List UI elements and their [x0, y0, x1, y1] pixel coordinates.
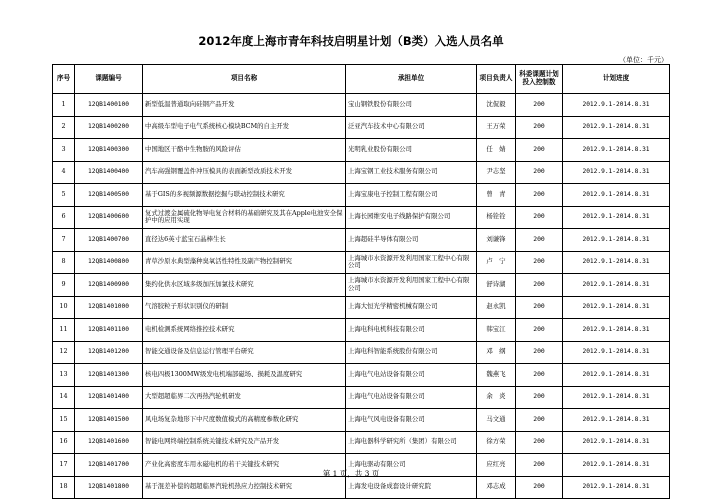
organization: 上海电气电站设备有限公司 [346, 364, 477, 387]
project-code: 12QB1400500 [75, 184, 143, 207]
project-name: 基于混差补偿的超超临界汽轮机热应力控制技术研究 [143, 476, 346, 499]
organization: 上海电气风电设备有限公司 [346, 409, 477, 432]
table-row [53, 94, 670, 117]
table-row [53, 296, 670, 319]
project-leader: 邓 纲 [477, 341, 516, 364]
budget-amount: 200 [516, 386, 563, 409]
project-leader: 卢 宁 [477, 251, 516, 274]
project-code: 12QB1400900 [75, 274, 143, 297]
row-number: 12 [53, 341, 75, 364]
schedule: 2012.9.1-2014.8.31 [563, 274, 670, 297]
budget-amount: 200 [516, 431, 563, 454]
organization: 上海电气电站设备有限公司 [346, 386, 477, 409]
table-row [53, 319, 670, 342]
row-number: 8 [53, 251, 75, 274]
table-row [53, 341, 670, 364]
project-code: 12QB1401100 [75, 319, 143, 342]
schedule: 2012.9.1-2014.8.31 [563, 386, 670, 409]
project-leader: 舒诗湖 [477, 274, 516, 297]
project-leader: 应红亮 [477, 454, 516, 477]
project-leader: 韩宝江 [477, 319, 516, 342]
budget-amount: 200 [516, 364, 563, 387]
project-name: 新型低温普通取向硅钢产品开发 [143, 94, 346, 117]
page-footer: 第 1 页，共 3 页 [322, 469, 380, 478]
row-number: 6 [53, 206, 75, 229]
organization: 上海电驱动有限公司 [346, 454, 477, 477]
organization: 上海宝钢工业技术服务有限公司 [346, 161, 477, 184]
budget-amount: 200 [516, 274, 563, 297]
organization: 光明乳业股份有限公司 [346, 139, 477, 162]
table-row [53, 251, 670, 274]
project-name: 大型超超临界二次再热汽轮机研发 [143, 386, 346, 409]
schedule: 2012.9.1-2014.8.31 [563, 251, 670, 274]
organization: 泛亚汽车技术中心有限公司 [346, 116, 477, 139]
row-number: 4 [53, 161, 75, 184]
organization: 上海宝康电子控制工程有限公司 [346, 184, 477, 207]
project-leader: 刘谦锋 [477, 229, 516, 252]
project-name: 汽车高强钢覆盖件冲压模具的表面新型改质技术开发 [143, 161, 346, 184]
project-code: 12QB1400200 [75, 116, 143, 139]
project-code: 12QB1400600 [75, 206, 143, 229]
project-code: 12QB1400300 [75, 139, 143, 162]
organization: 上海城市水资源开发利用国家工程中心有限公司 [346, 274, 477, 297]
table-row [53, 139, 670, 162]
row-number: 11 [53, 319, 75, 342]
project-name: 核电四极1300MW级发电机端部磁场、损耗及温度研究 [143, 364, 346, 387]
budget-amount: 200 [516, 251, 563, 274]
organization: 上海电器科学研究所（集团）有限公司 [346, 431, 477, 454]
table-row [53, 184, 670, 207]
schedule: 2012.9.1-2014.8.31 [563, 476, 670, 499]
table-row [53, 229, 670, 252]
table-row [53, 206, 670, 229]
unit-note: （单位：千元） [619, 56, 668, 64]
organization: 上海长园维安电子线路保护有限公司 [346, 206, 477, 229]
project-name: 气溶胶粒子形状识别仪的研制 [143, 296, 346, 319]
project-code: 12QB1400800 [75, 251, 143, 274]
project-leader: 徐方荣 [477, 431, 516, 454]
project-name: 中高级车型电子电气系统核心模块BCM的自主开发 [143, 116, 346, 139]
schedule: 2012.9.1-2014.8.31 [563, 184, 670, 207]
schedule: 2012.9.1-2014.8.31 [563, 229, 670, 252]
budget-amount: 200 [516, 229, 563, 252]
schedule: 2012.9.1-2014.8.31 [563, 296, 670, 319]
schedule: 2012.9.1-2014.8.31 [563, 319, 670, 342]
organization: 上海电科智能系统股份有限公司 [346, 341, 477, 364]
table-header-row [53, 65, 670, 94]
schedule: 2012.9.1-2014.8.31 [563, 161, 670, 184]
organization: 上海城市水资源开发利用国家工程中心有限公司 [346, 251, 477, 274]
project-leader: 魏燕飞 [477, 364, 516, 387]
project-leader: 沈侃毅 [477, 94, 516, 117]
project-code: 12QB1400400 [75, 161, 143, 184]
candidate-table [52, 64, 670, 499]
organization: 上海大恒光学精密机械有限公司 [346, 296, 477, 319]
project-code: 12QB1400700 [75, 229, 143, 252]
budget-amount: 200 [516, 319, 563, 342]
project-code: 12QB1401500 [75, 409, 143, 432]
schedule: 2012.9.1-2014.8.31 [563, 431, 670, 454]
schedule: 2012.9.1-2014.8.31 [563, 206, 670, 229]
schedule: 2012.9.1-2014.8.31 [563, 409, 670, 432]
row-number: 15 [53, 409, 75, 432]
col-header-code: 课题编号 [75, 65, 143, 94]
project-name: 智能电网终端控制系统关键技术研究及产品开发 [143, 431, 346, 454]
schedule: 2012.9.1-2014.8.31 [563, 364, 670, 387]
project-code: 12QB1401200 [75, 341, 143, 364]
col-header-period: 计划进度 [563, 65, 670, 94]
budget-amount: 200 [516, 161, 563, 184]
row-number: 16 [53, 431, 75, 454]
row-number: 14 [53, 386, 75, 409]
budget-amount: 200 [516, 409, 563, 432]
organization: 上海发电设备成套设计研究院 [346, 476, 477, 499]
row-number: 1 [53, 94, 75, 117]
budget-amount: 200 [516, 454, 563, 477]
table-row [53, 161, 670, 184]
project-name: 电机检测系统网络推控技术研究 [143, 319, 346, 342]
project-leader: 曾 青 [477, 184, 516, 207]
table-row [53, 409, 670, 432]
schedule: 2012.9.1-2014.8.31 [563, 341, 670, 364]
project-leader: 杨铨铨 [477, 206, 516, 229]
project-code: 12QB1401600 [75, 431, 143, 454]
project-name: 风电场复杂地形下中尺度数值模式的高精度参数化研究 [143, 409, 346, 432]
project-code: 12QB1401800 [75, 476, 143, 499]
schedule: 2012.9.1-2014.8.31 [563, 116, 670, 139]
project-name: 基于GIS的多视频源数据挖掘与联动控制技术研究 [143, 184, 346, 207]
budget-amount: 200 [516, 116, 563, 139]
row-number: 3 [53, 139, 75, 162]
col-header-amount: 科委课题计划投入控制数 [516, 65, 563, 94]
row-number: 9 [53, 274, 75, 297]
schedule: 2012.9.1-2014.8.31 [563, 454, 670, 477]
project-code: 12QB1401400 [75, 386, 143, 409]
budget-amount: 200 [516, 341, 563, 364]
budget-amount: 200 [516, 296, 563, 319]
schedule: 2012.9.1-2014.8.31 [563, 94, 670, 117]
col-header-leader: 项目负责人 [477, 65, 516, 94]
project-leader: 尹志坚 [477, 161, 516, 184]
organization: 宝山钢铁股份有限公司 [346, 94, 477, 117]
project-leader: 任 婧 [477, 139, 516, 162]
project-name: 青草沙原水典型藻种臭氧活性特性及副产物控制研究 [143, 251, 346, 274]
organization: 上海超硅半导体有限公司 [346, 229, 477, 252]
col-header-name: 项目名称 [143, 65, 346, 94]
row-number: 2 [53, 116, 75, 139]
col-header-no: 序号 [53, 65, 75, 94]
row-number: 7 [53, 229, 75, 252]
document-title: 2012年度上海市青年科技启明星计划（B类）入选人员名单 [198, 34, 504, 48]
table-body [53, 94, 670, 499]
project-name: 智能交通设备及信息运行管理平台研究 [143, 341, 346, 364]
table-row [53, 386, 670, 409]
row-number: 17 [53, 454, 75, 477]
col-header-org: 承担单位 [346, 65, 477, 94]
project-leader: 赵永凯 [477, 296, 516, 319]
project-name: 复式过渡金属硫化物导电复合材料的基础研究及其在Apple电池安全保护中的应用实现 [143, 206, 346, 229]
budget-amount: 200 [516, 139, 563, 162]
row-number: 10 [53, 296, 75, 319]
project-leader: 邓志成 [477, 476, 516, 499]
project-code: 12QB1401000 [75, 296, 143, 319]
table-row [53, 476, 670, 499]
organization: 上海电科电机科技有限公司 [346, 319, 477, 342]
row-number: 13 [53, 364, 75, 387]
table-row [53, 364, 670, 387]
row-number: 5 [53, 184, 75, 207]
project-leader: 王万荣 [477, 116, 516, 139]
budget-amount: 200 [516, 184, 563, 207]
budget-amount: 200 [516, 476, 563, 499]
project-name: 集约化供水区域多级加压加氯技术研究 [143, 274, 346, 297]
table-row [53, 431, 670, 454]
project-code: 12QB1401700 [75, 454, 143, 477]
project-name: 直径达6英寸蓝宝石晶棒生长 [143, 229, 346, 252]
project-code: 12QB1400100 [75, 94, 143, 117]
project-name: 产业化高密度车用永磁电机的若干关键技术研究 [143, 454, 346, 477]
table-row [53, 116, 670, 139]
row-number: 18 [53, 476, 75, 499]
project-code: 12QB1401300 [75, 364, 143, 387]
table-row [53, 274, 670, 297]
project-leader: 余 炎 [477, 386, 516, 409]
budget-amount: 200 [516, 94, 563, 117]
project-leader: 马文通 [477, 409, 516, 432]
schedule: 2012.9.1-2014.8.31 [563, 139, 670, 162]
project-name: 中国地区干酪中生物胺的风险评估 [143, 139, 346, 162]
budget-amount: 200 [516, 206, 563, 229]
